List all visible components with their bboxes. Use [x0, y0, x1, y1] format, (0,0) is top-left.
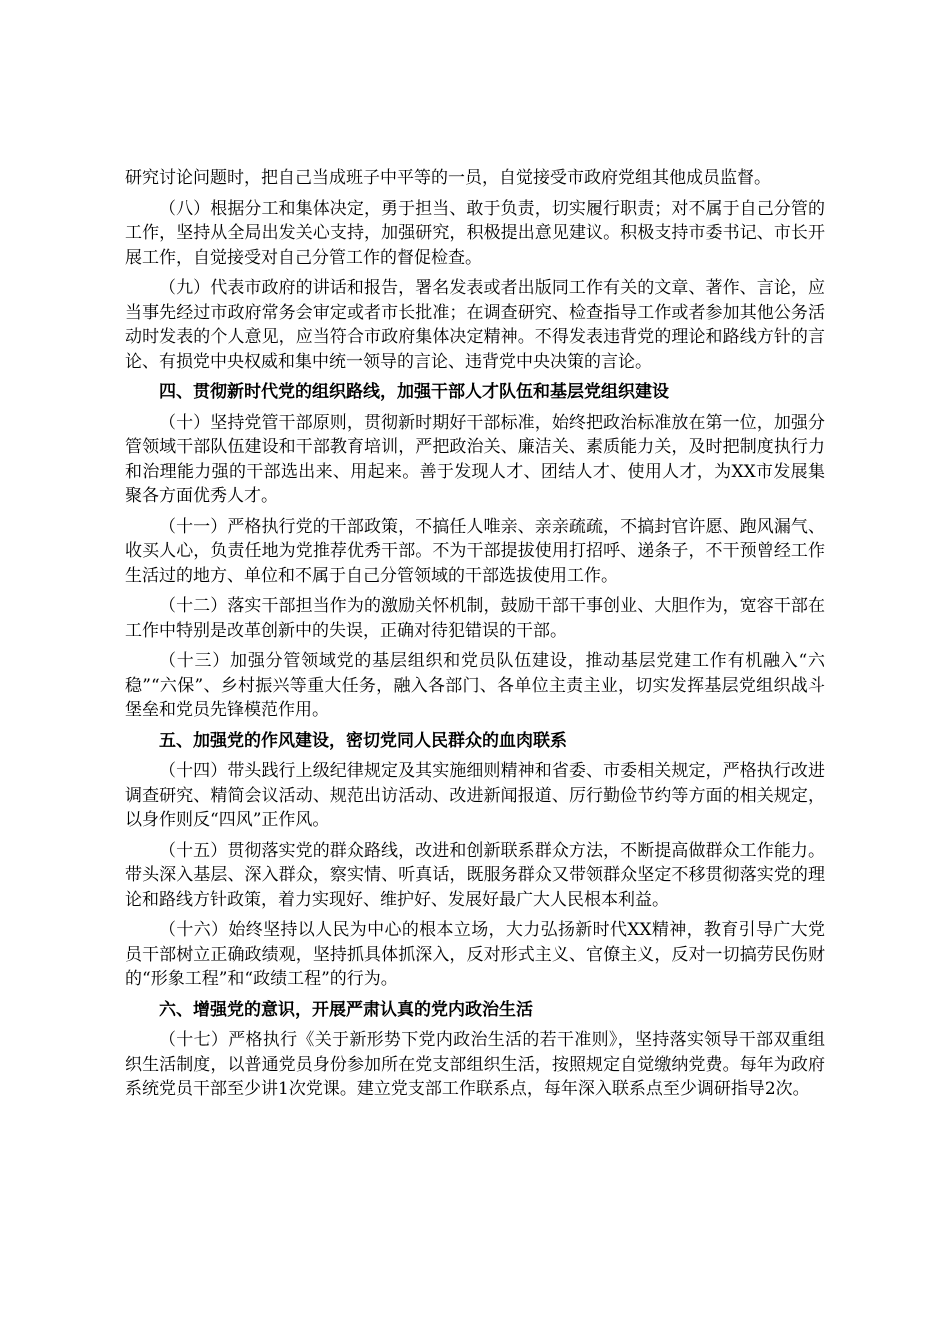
paragraph-continuation: 研究讨论问题时，把自己当成班子中平等的一员，自觉接受市政府党组其他成员监督。 [125, 168, 771, 188]
section-heading-6: 六、增强党的意识，开展严肃认真的党内政治生活 [159, 999, 533, 1020]
paragraph-item-12: （十二）落实干部担当作为的激励关怀机制，鼓励干部干事创业、大胆作为，宽容干部在工作中特别是改革创新中的失误，正确对待犯错误的干部。 [125, 596, 825, 641]
paragraph-item-13: （十三）加强分管领域党的基层组织和党员队伍建设，推动基层党建工作有机融入“六稳”“六保”、乡村振兴等重大任务，融入各部门、各单位主责主业，切实发挥基层党组织战斗堡垒和党员先锋模范作用。 [125, 651, 825, 720]
paragraph-item-16: （十六）始终坚持以人民为中心的根本立场，大力弘扬新时代XX精神，教育引导广大党员干部树立正确政绩观，坚持抓具体抓深入，反对形式主义、官僚主义，反对一切搞劳民伤财的“形象工程”和“政绩工程”的行为。 [125, 920, 825, 989]
paragraph-item-14: （十四）带头践行上级纪律规定及其实施细则精神和省委、市委相关规定，严格执行改进调查研究、精简会议活动、规范出访活动、改进新闻报道、厉行勤俭节约等方面的相关规定，以身作则反“四风”正作风。 [125, 761, 825, 830]
document-body [125, 166, 825, 1108]
paragraph-item-10: （十）坚持党管干部原则，贯彻新时期好干部标准，始终把政治标准放在第一位，加强分管领域干部队伍建设和干部教育培训，严把政治关、廉洁关、素质能力关，及时把制度执行力和治理能力强的干部选出来、用起来。善于发现人才、团结人才、使用人才，为XX市发展集聚各方面优秀人才。 [125, 412, 825, 506]
paragraph-item-11: （十一）严格执行党的干部政策，不搞任人唯亲、亲亲疏疏，不搞封官许愿、跑风漏气、收买人心，负责任地为党推荐优秀干部。不为干部提拔使用打招呼、递条子，不干预曾经工作生活过的地方、单位和不属于自己分管领域的干部选拔使用工作。 [125, 516, 825, 586]
paragraph-item-8: （八）根据分工和集体决定，勇于担当、敢于负责，切实履行职责；对不属于自己分管的工作，坚持从全局出发关心支持，加强研究，积极提出意见建议。积极支持市委书记、市长开展工作，自觉接受对自己分管工作的督促检查。 [125, 198, 825, 268]
paragraph-item-9: （九）代表市政府的讲话和报告，署名发表或者出版同工作有关的文章、著作、言论，应当事先经过市政府常务会审定或者市长批准；在调查研究、检查指导工作或者参加其他公务活动时发表的个人意见，应当符合市政府集体决定精神。不得发表违背党的理论和路线方针的言论、有损党中央权威和集中统一领导的言论、违背党中央决策的言论。 [125, 278, 825, 372]
section-heading-4: 四、贯彻新时代党的组织路线，加强干部人才队伍和基层党组织建设 [159, 382, 669, 402]
section-heading-5: 五、加强党的作风建设，密切党同人民群众的血肉联系 [159, 730, 567, 751]
paragraph-item-17: （十七）严格执行《关于新形势下党内政治生活的若干准则》，坚持落实领导干部双重组织生活制度，以普通党员身份参加所在党支部组织生活，按照规定自觉缴纳党费。每年为政府系统党员干部至少讲1次党课。建立党支部工作联系点，每年深入联系点至少调研指导2次。 [125, 1030, 825, 1099]
paragraph-item-15: （十五）贯彻落实党的群众路线，改进和创新联系群众方法，不断提高做群众工作能力。带头深入基层、深入群众，察实情、听真话，既服务群众又带领群众坚定不移贯彻落实党的理论和路线方针政策，着力实现好、维护好、发展好最广大人民根本利益。 [125, 840, 825, 910]
